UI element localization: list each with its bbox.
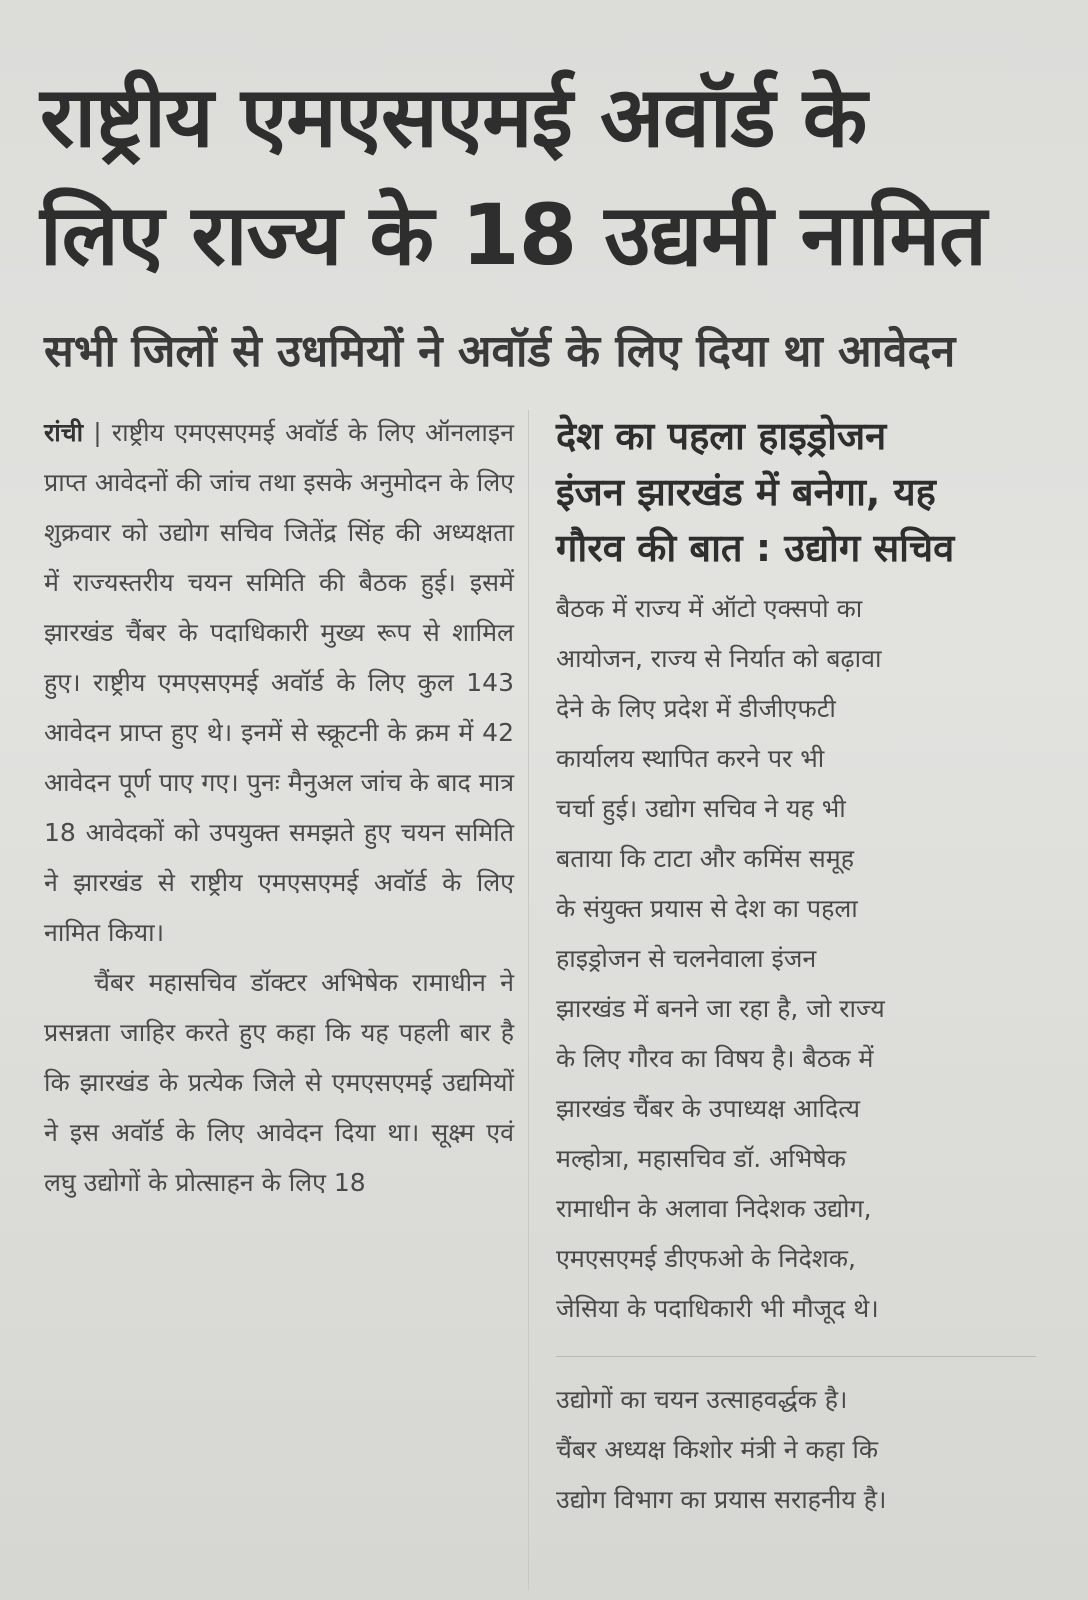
right-headline-line-3: गौरव की बात : उद्योग सचिव [556, 526, 955, 570]
right-p1-line: हाइड्रोजन से चलनेवाला इंजन [556, 944, 817, 973]
headline-line-2: लिए राज्य के 18 उद्यमी नामित [40, 186, 986, 284]
headline [40, 58, 1050, 294]
right-paragraph-1 [556, 584, 1036, 1334]
right-headline-line-1: देश का पहला हाइड्रोजन [556, 414, 887, 458]
right-p1-line: मल्होत्रा, महासचिव डॉ. अभिषेक [556, 1144, 846, 1173]
left-paragraph-1-text: राष्ट्रीय एमएसएमई अवॉर्ड के लिए ऑनलाइन प्राप्त आवेदनों की जांच तथा इसके अनुमोदन के लिए शुक्रवार को उद्योग सचिव जितेंद्र सिंह की अध्यक्षता में राज्यस्तरीय चयन समिति की बैठक हुई। इसमें झारखंड चैंबर के पदाधिकारी मुख्य रूप से शामिल हुए। राष्ट्रीय एमएसएमई अवॉर्ड के लिए कुल 143 आवेदन प्राप्त हुए थे। इनमें से स्क्रूटनी के क्रम में 42 आवेदन पूर्ण पाए गए। पुनः मैनुअल जांच के बाद मात्र 18 आवेदकों को उपयुक्त समझते हुए चयन समिति ने झारखंड से राष्ट्रीय एमएसएमई अवॉर्ड के लिए नामित किया। [44, 418, 514, 947]
right-p1-line: जेसिया के पदाधिकारी भी मौजूद थे। [556, 1294, 879, 1323]
right-p1-line: देने के लिए प्रदेश में डीजीएफटी [556, 694, 836, 723]
right-p1-line: बताया कि टाटा और कमिंस समूह [556, 844, 854, 873]
right-p1-line: झारखंड चैंबर के उपाध्यक्ष आदित्य [556, 1094, 861, 1123]
right-p1-line: चर्चा हुई। उद्योग सचिव ने यह भी [556, 794, 846, 823]
right-p2-line: चैंबर अध्यक्ष किशोर मंत्री ने कहा कि [556, 1435, 879, 1464]
right-paragraph-2 [556, 1375, 1036, 1525]
left-column [44, 408, 514, 1208]
right-p1-line: के संयुक्त प्रयास से देश का पहला [556, 894, 858, 923]
right-p1-line: झारखंड में बनने जा रहा है, जो राज्य [556, 994, 885, 1023]
right-p1-line: एमएसएमई डीएफओ के निदेशक, [556, 1244, 856, 1273]
dateline: रांची [44, 418, 84, 447]
section-divider [556, 1356, 1036, 1357]
right-headline-line-2: इंजन झारखंड में बनेगा, यह [556, 470, 936, 514]
right-p1-line: रामाधीन के अलावा निदेशक उद्योग, [556, 1194, 872, 1223]
right-p1-line: के लिए गौरव का विषय है। बैठक में [556, 1044, 874, 1073]
right-column-headline [556, 408, 1036, 576]
right-p2-line: उद्योगों का चयन उत्साहवर्द्धक है। [556, 1385, 848, 1414]
left-paragraph-1: रांची | राष्ट्रीय एमएसएमई अवॉर्ड के लिए ऑनलाइन प्राप्त आवेदनों की जांच तथा इसके अनुमोदन के लिए शुक्रवार को उद्योग सचिव जितेंद्र सिंह की अध्यक्षता में राज्यस्तरीय चयन समिति की बैठक हुई। इसमें झारखंड चैंबर के पदाधिकारी मुख्य रूप से शामिल हुए। राष्ट्रीय एमएसएमई अवॉर्ड के लिए कुल 143 आवेदन प्राप्त हुए थे। इनमें से स्क्रूटनी के क्रम में 42 आवेदन पूर्ण पाए गए। पुनः मैनुअल जांच के बाद मात्र 18 आवेदकों को उपयुक्त समझते हुए चयन समिति ने झारखंड से राष्ट्रीय एमएसएमई अवॉर्ड के लिए नामित किया। [44, 418, 514, 947]
right-p1-line: आयोजन, राज्य से निर्यात को बढ़ावा [556, 644, 882, 673]
left-paragraph-2: चैंबर महासचिव डॉक्टर अभिषेक रामाधीन ने प्रसन्नता जाहिर करते हुए कहा कि यह पहली बार है कि झारखंड के प्रत्येक जिले से एमएसएमई उद्यमियों ने इस अवॉर्ड के लिए आवेदन दिया था। सूक्ष्म एवं लघु उद्योगों के प्रोत्साहन के लिए 18 [44, 968, 514, 1197]
subheadline: सभी जिलों से उधमियों ने अवॉर्ड के लिए दिया था आवेदन [44, 326, 956, 377]
right-p1-line: कार्यालय स्थापित करने पर भी [556, 744, 825, 773]
headline-line-1: राष्ट्रीय एमएसएमई अवॉर्ड के [40, 68, 867, 166]
right-p1-line: बैठक में राज्य में ऑटो एक्सपो का [556, 594, 863, 623]
column-divider [528, 410, 529, 1590]
right-column [556, 408, 1036, 1525]
right-p2-line: उद्योग विभाग का प्रयास सराहनीय है। [556, 1485, 887, 1514]
